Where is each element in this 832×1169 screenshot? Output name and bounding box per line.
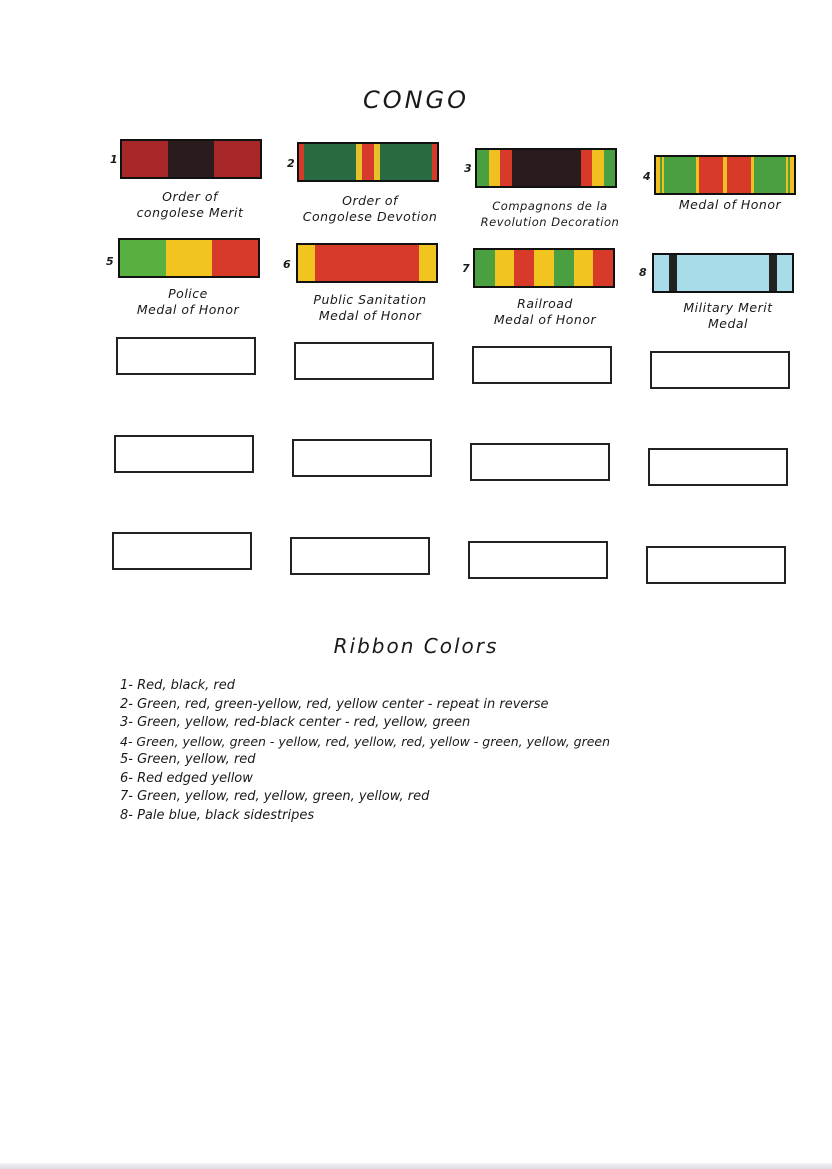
empty-ribbon-box xyxy=(116,337,256,375)
legend-item: 6- Red edged yellow xyxy=(120,770,253,786)
ribbon-label-line: Public Sanitation xyxy=(313,292,427,307)
ribbon-label xyxy=(460,198,640,230)
ribbon-stripe xyxy=(475,250,495,286)
ribbon-stripe xyxy=(362,144,374,180)
ribbon-stripe xyxy=(120,240,166,276)
ribbon-label xyxy=(643,300,813,332)
ribbon-label xyxy=(103,286,273,318)
legend-item: 3- Green, yellow, red-black center - red, yellow, green xyxy=(120,715,471,730)
empty-ribbon-box xyxy=(646,546,786,584)
ribbon-stripe xyxy=(122,141,168,177)
empty-ribbon-box xyxy=(650,351,790,389)
legend-item: 4- Green, yellow, green - yellow, red, yellow, red, yellow - green, yellow, green xyxy=(120,733,611,749)
ribbon-stripe xyxy=(769,255,777,291)
ribbon-stripe xyxy=(581,150,593,186)
ribbon-7 xyxy=(473,248,615,288)
ribbon-stripe xyxy=(593,250,613,286)
ribbon-stripe xyxy=(604,150,616,186)
ribbon-label-line: Railroad xyxy=(517,296,573,311)
ribbon-stripe xyxy=(727,157,751,193)
ribbon-colors-heading: Ribbon Colors xyxy=(333,634,499,658)
empty-ribbon-box xyxy=(114,435,254,473)
ribbon-label-line: Police xyxy=(168,286,208,301)
ribbon-stripe xyxy=(432,144,437,180)
legend-item: 8- Pale blue, black sidestripes xyxy=(120,807,315,823)
ribbon-2 xyxy=(297,142,439,182)
ribbon-number: 2 xyxy=(287,157,295,170)
ribbon-label xyxy=(280,292,460,324)
ribbon-stripe xyxy=(754,157,785,193)
ribbon-label xyxy=(105,189,275,221)
ribbon-stripe xyxy=(534,250,554,286)
ribbon-stripe xyxy=(592,150,604,186)
ribbon-label-line: Medal xyxy=(707,316,749,331)
ribbon-label xyxy=(280,193,460,225)
ribbon-stripe xyxy=(699,157,723,193)
ribbon-stripe xyxy=(574,250,594,286)
ribbon-stripe xyxy=(166,240,212,276)
ribbon-number: 1 xyxy=(110,153,118,166)
ribbon-label xyxy=(645,197,815,213)
legend-item: 5- Green, yellow, red xyxy=(120,752,256,767)
ribbon-stripe xyxy=(790,157,794,193)
ribbon-stripe xyxy=(669,255,677,291)
ribbon-stripe xyxy=(489,150,501,186)
ribbon-stripe xyxy=(477,150,489,186)
ribbon-stripe xyxy=(495,250,515,286)
legend-item: 7- Green, yellow, red, yellow, green, yellow, red xyxy=(120,789,430,804)
ribbon-stripe xyxy=(514,250,534,286)
ribbon-stripe xyxy=(298,245,315,281)
ribbon-label-line: Congolese Devotion xyxy=(302,209,438,224)
ribbon-label-line: congolese Merit xyxy=(136,205,244,220)
ribbon-stripe xyxy=(677,255,769,291)
ribbon-stripe xyxy=(168,141,214,177)
ribbon-number: 3 xyxy=(464,162,472,175)
page-bottom-edge xyxy=(0,1163,832,1169)
legend-item: 2- Green, red, green-yellow, red, yellow center - repeat in reverse xyxy=(120,696,549,712)
ribbon-number: 5 xyxy=(106,255,114,268)
ribbon-label-line: Medal of Honor xyxy=(678,197,782,212)
ribbon-stripe xyxy=(380,144,432,180)
empty-ribbon-box xyxy=(470,443,610,481)
ribbon-number: 7 xyxy=(462,262,470,275)
ribbon-stripe xyxy=(419,245,436,281)
ribbon-stripe xyxy=(214,141,260,177)
ribbon-label-line: Order of xyxy=(342,193,398,208)
empty-ribbon-box xyxy=(648,448,788,486)
ribbon-label-line: Revolution Decoration xyxy=(480,215,620,229)
ribbon-4 xyxy=(654,155,796,195)
ribbon-label-line: Compagnons de la xyxy=(492,199,608,213)
ribbon-6 xyxy=(296,243,438,283)
page-title: CONGO xyxy=(362,86,470,114)
ribbon-3 xyxy=(475,148,617,188)
ribbon-number: 4 xyxy=(643,170,651,183)
ribbon-label-line: Order of xyxy=(162,189,218,204)
ribbon-label xyxy=(460,296,630,328)
ribbon-label-line: Medal of Honor xyxy=(318,308,422,323)
ribbon-8 xyxy=(652,253,794,293)
ribbon-stripe xyxy=(212,240,258,276)
empty-ribbon-box xyxy=(290,537,430,575)
ribbon-colors-list xyxy=(120,677,780,825)
ribbon-stripe xyxy=(512,150,581,186)
ribbon-stripe xyxy=(315,245,419,281)
ribbon-stripe xyxy=(664,157,695,193)
ribbon-number: 8 xyxy=(639,266,647,279)
ribbon-1 xyxy=(120,139,262,179)
ribbon-label-line: Medal of Honor xyxy=(493,312,597,327)
ribbon-number: 6 xyxy=(283,258,291,271)
ribbon-stripe xyxy=(654,255,669,291)
empty-ribbon-box xyxy=(292,439,432,477)
ribbon-stripe xyxy=(304,144,356,180)
empty-ribbon-box xyxy=(112,532,252,570)
legend-item: 1- Red, black, red xyxy=(120,678,236,693)
empty-ribbon-box xyxy=(472,346,612,384)
empty-ribbon-box xyxy=(294,342,434,380)
ribbon-stripe xyxy=(554,250,574,286)
ribbon-label-line: Military Merit xyxy=(683,300,773,315)
ribbon-5 xyxy=(118,238,260,278)
empty-ribbon-box xyxy=(468,541,608,579)
ribbon-label-line: Medal of Honor xyxy=(136,302,240,317)
ribbon-stripe xyxy=(777,255,792,291)
ribbon-stripe xyxy=(500,150,512,186)
